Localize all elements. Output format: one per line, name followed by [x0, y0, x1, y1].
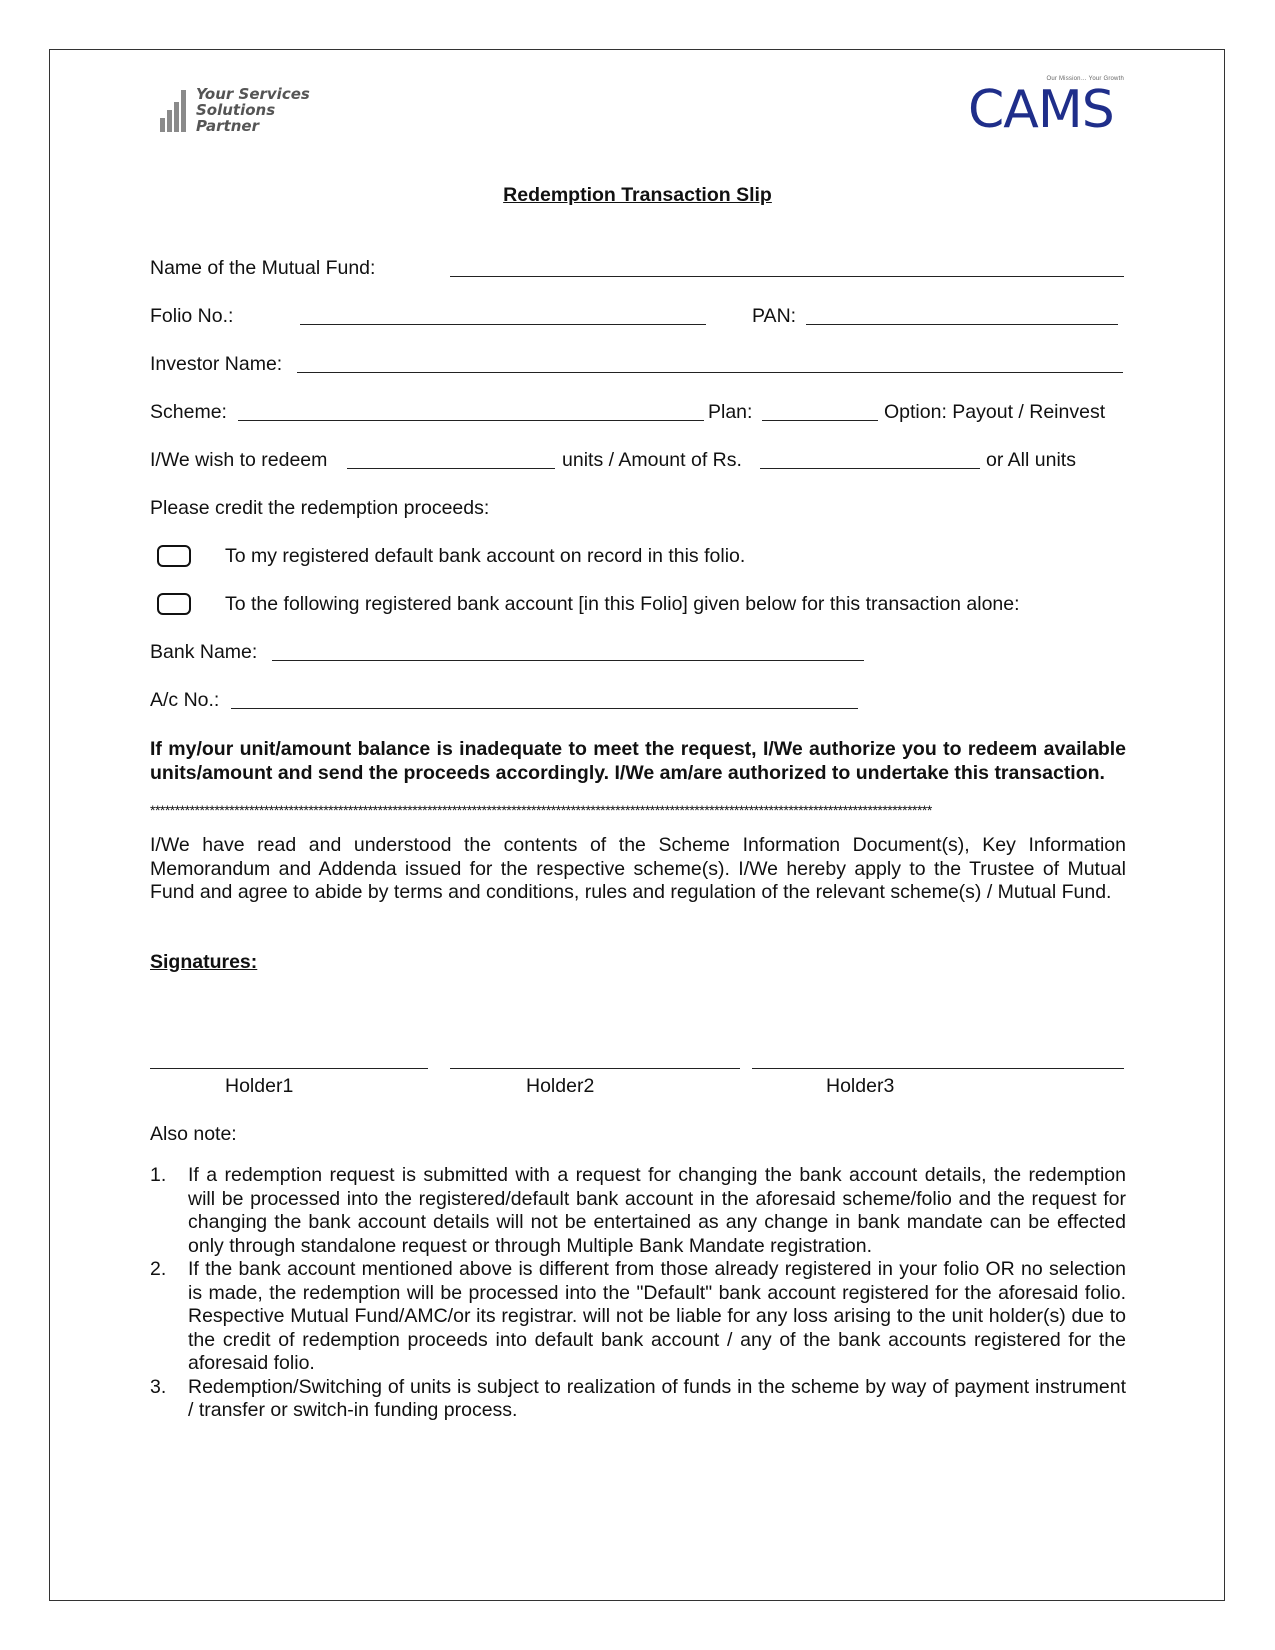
bank-name-label: Bank Name: — [150, 641, 258, 663]
pan-label: PAN: — [752, 305, 797, 327]
cams-tagline: Our Mission… Your Growth — [1046, 76, 1124, 82]
signatures-heading: Signatures: — [150, 951, 258, 973]
ac-no-label: A/c No.: — [150, 689, 220, 711]
folio-label: Folio No.: — [150, 305, 234, 327]
note-number: 1. — [150, 1164, 167, 1186]
investor-label: Investor Name: — [150, 353, 283, 375]
redeem-units-line[interactable] — [347, 451, 555, 469]
redeem-amount-line[interactable] — [760, 451, 980, 469]
investor-line[interactable] — [297, 355, 1123, 373]
note-number: 2. — [150, 1258, 167, 1280]
separator-stars: ************************************************************************************************************************************************************** — [150, 805, 932, 815]
note-text: Redemption/Switching of units is subject to realization of funds in the scheme by way of payment instrument / transfer or switch-in funding process. — [188, 1375, 1126, 1421]
logo-line-2: Solutions — [196, 101, 276, 119]
redeem-label: I/We wish to redeem — [150, 449, 328, 471]
note-number: 3. — [150, 1375, 167, 1398]
notes-heading: Also note: — [150, 1123, 237, 1145]
note-item — [150, 1258, 1126, 1376]
note-item — [150, 1376, 1126, 1423]
note-text: If the bank account mentioned above is different from those already registered in your folio OR no selection is made, the redemption will be processed into the "Default" bank account registered for the aforesaid folio. Respective Mutual Fund/AMC/or its registrar. will not be liable for any loss arising to the unit holder(s) due to the credit of redemption proceeds into default bank account / any of the bank accounts registered for the aforesaid folio. — [188, 1258, 1126, 1374]
plan-label: Plan: — [708, 401, 753, 423]
notes-list — [150, 1164, 1126, 1423]
option-label: Option: Payout / Reinvest — [884, 401, 1106, 423]
default-account-checkbox[interactable] — [157, 545, 191, 567]
mutual-fund-line[interactable] — [450, 259, 1124, 277]
other-account-checkbox[interactable] — [157, 593, 191, 615]
logo-line-1: Your Services — [196, 85, 310, 103]
scheme-line[interactable] — [238, 403, 704, 421]
redeem-all-label: or All units — [986, 449, 1076, 471]
logo-line-3: Partner — [196, 117, 259, 135]
other-account-label: To the following registered bank account [in this Folio] given below for this transaction alone: — [225, 593, 1020, 615]
holder2-label: Holder2 — [526, 1075, 595, 1097]
note-text: If a redemption request is submitted with a request for changing the bank account details, the redemption will be processed into the registered/default bank account in the aforesaid scheme/folio and the request for changing the bank account details will not be entertained as any change in bank mandate can be effected only through standalone request or through Multiple Bank Mandate registration. — [188, 1164, 1126, 1257]
bank-name-line[interactable] — [272, 643, 864, 661]
declaration-text: I/We have read and understood the contents of the Scheme Information Document(s), Key Information Memorandum and Addenda issued for the respective scheme(s). I/We hereby apply to the Trustee of Mutual Fund and agree to abide by terms and conditions, rules and regulation of the relevant scheme(s) / Mutual Fund. — [150, 834, 1126, 903]
redeem-units-label: units / Amount of Rs. — [562, 449, 742, 471]
bar-chart-icon — [160, 90, 192, 132]
page-title: Redemption Transaction Slip — [503, 184, 772, 206]
scheme-label: Scheme: — [150, 401, 227, 423]
holder1-signature-line[interactable] — [150, 1068, 428, 1069]
ac-no-line[interactable] — [231, 691, 858, 709]
folio-line[interactable] — [300, 307, 706, 325]
authorization-text: If my/our unit/amount balance is inadequate to meet the request, I/We authorize you to redeem available units/amount and send the proceeds accordingly. I/We am/are authorized to undertake this transaction. — [150, 738, 1126, 784]
default-account-label: To my registered default bank account on record in this folio. — [225, 545, 746, 567]
cams-logo — [968, 72, 1128, 140]
mutual-fund-label: Name of the Mutual Fund: — [150, 257, 376, 279]
pan-line[interactable] — [806, 307, 1118, 325]
note-item — [150, 1164, 1126, 1258]
cams-wordmark: CAMS — [968, 80, 1114, 140]
holder2-signature-line[interactable] — [450, 1068, 740, 1069]
holder1-label: Holder1 — [225, 1075, 294, 1097]
plan-line[interactable] — [762, 403, 878, 421]
credit-prompt: Please credit the redemption proceeds: — [150, 497, 490, 519]
holder3-signature-line[interactable] — [752, 1068, 1124, 1069]
holder3-label: Holder3 — [826, 1075, 895, 1097]
